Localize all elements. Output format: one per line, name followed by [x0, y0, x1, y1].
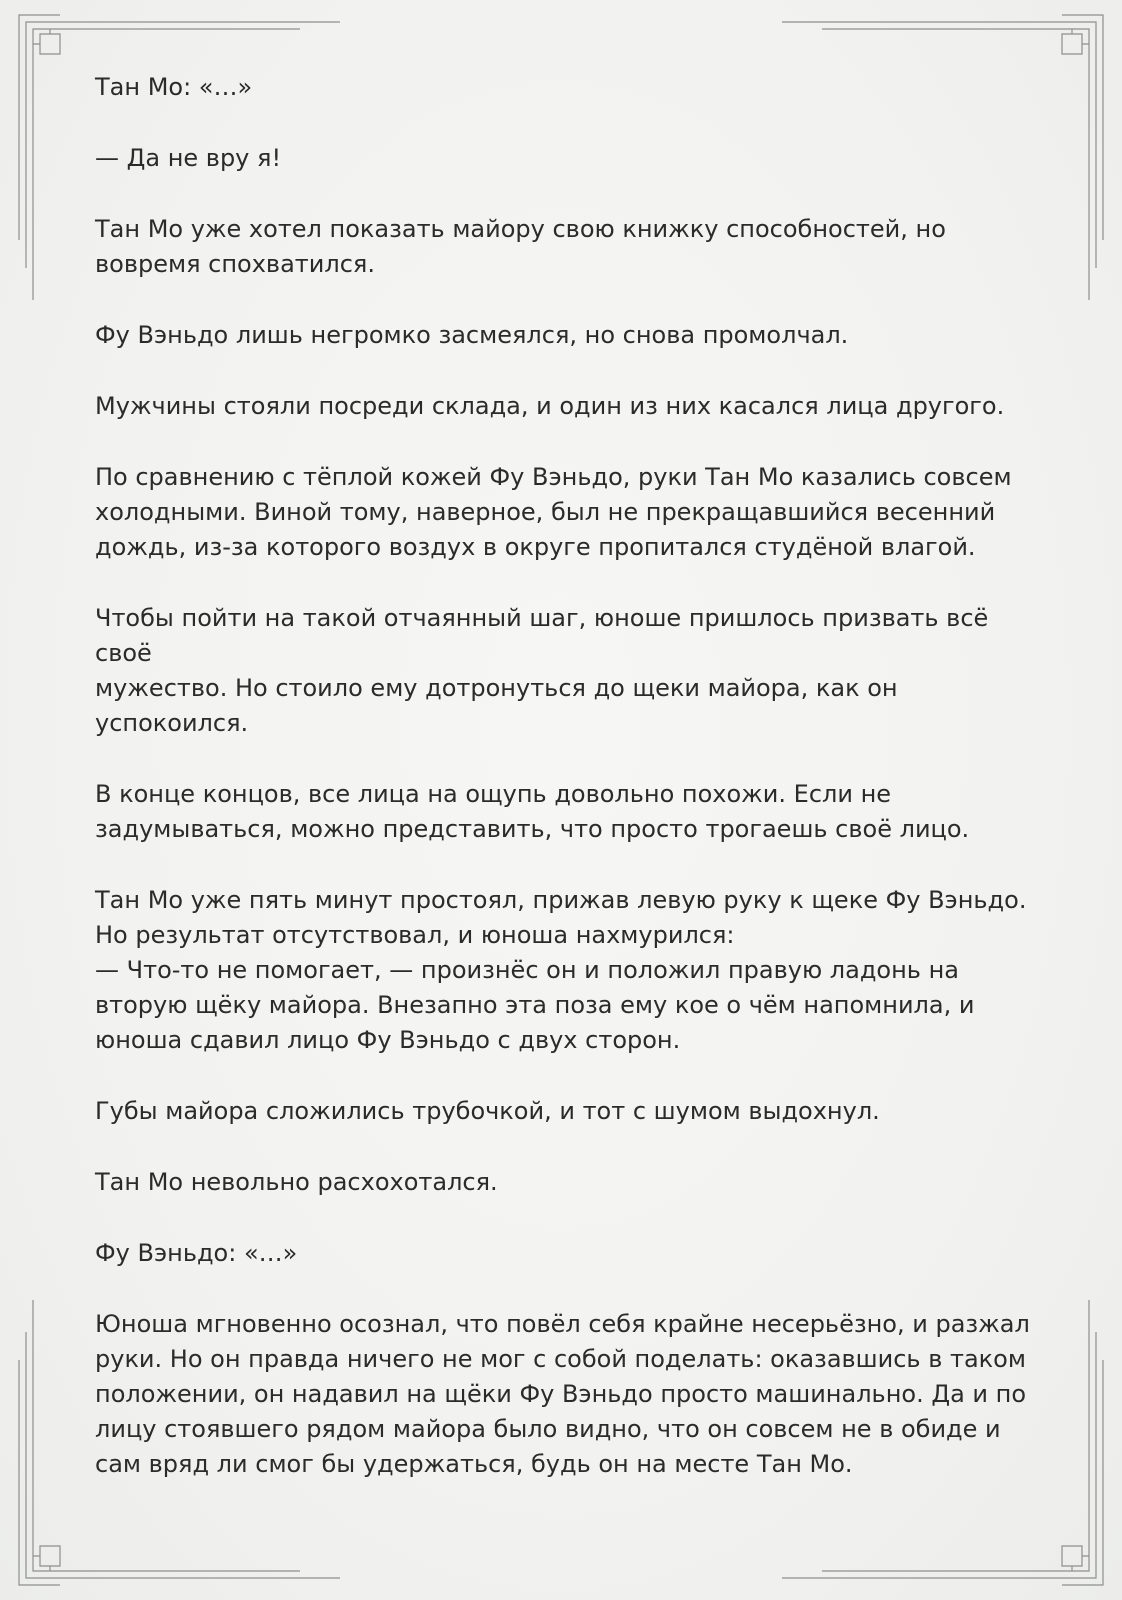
paragraph: По сравнению с тёплой кожей Фу Вэньдо, руки Тан Мо казались совсем холодными. Виной тому, наверное, был не прекращавшийся весенний дождь, из-за которого воздух в округе пропитался студёной влагой.	[95, 463, 1012, 561]
chapter-text	[95, 70, 1035, 1518]
paragraph: Тан Мо невольно расхохотался.	[95, 1168, 498, 1196]
paragraph: Чтобы пойти на такой отчаянный шаг, юноше пришлось призвать всё своё мужество. Но стоило ему дотронуться до щеки майора, как он успокоился.	[95, 604, 989, 737]
paragraph: — Да не вру я!	[95, 144, 282, 172]
paragraph: Губы майора сложились трубочкой, и тот с шумом выдохнул.	[95, 1097, 880, 1125]
paragraph: Тан Мо уже хотел показать майору свою книжку способностей, но вовремя спохватился.	[95, 215, 946, 278]
paragraph: Фу Вэньдо лишь негромко засмеялся, но снова промолчал.	[95, 321, 849, 349]
paragraph: Мужчины стояли посреди склада, и один из них касался лица другого.	[95, 392, 1005, 420]
paragraph: Юноша мгновенно осознал, что повёл себя крайне несерьёзно, и разжал руки. Но он правда ничего не мог с собой поделать: оказавшись в таком положении, он надавил на щёки Фу Вэньдо просто машинально. Да и по лицу стоявшего рядом майора было видно, что он совсем не в обиде и сам вряд ли смог бы удержаться, будь он на месте Тан Мо.	[95, 1310, 1030, 1478]
paragraph: В конце концов, все лица на ощупь довольно похожи. Если не задумываться, можно представить, что просто трогаешь своё лицо.	[95, 780, 970, 843]
paragraph: Фу Вэньдо: «…»	[95, 1239, 298, 1267]
paragraph: Тан Мо: «…»	[95, 73, 253, 101]
paragraph: Тан Мо уже пять минут простоял, прижав левую руку к щеке Фу Вэньдо. Но результат отсутствовал, и юноша нахмурился: — Что-то не помогает, — произнёс он и положил правую ладонь на вторую щёку майора. Внезапно эта поза ему кое о чём напомнила, и юноша сдавил лицо Фу Вэньдо с двух сторон.	[95, 886, 1027, 1054]
